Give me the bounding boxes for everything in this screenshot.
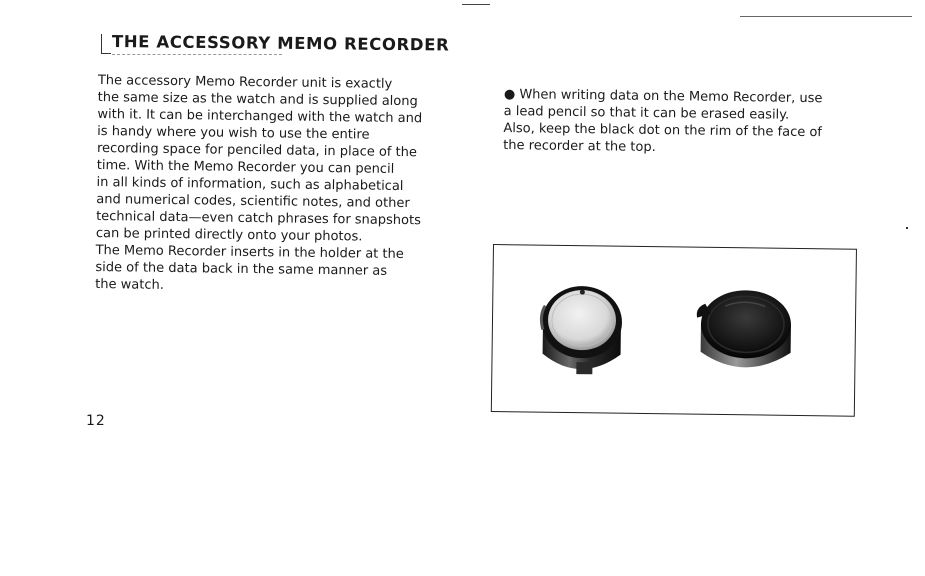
recorder-face-up — [541, 286, 623, 375]
left-column-text — [95, 72, 458, 298]
title-dashed-underline — [112, 54, 282, 55]
text-line: technical data—even catch phrases for snapshots — [96, 208, 422, 229]
top-scan-line-short — [462, 4, 490, 5]
page-number: 12 — [86, 413, 106, 429]
text-line: a lead pencil so that it can be erased easily. — [503, 103, 790, 123]
top-scan-line-long — [740, 16, 912, 17]
bullet-line: ● When writing data on the Memo Recorder, use — [503, 86, 823, 107]
text-line: with it. It can be interchanged with the watch and — [97, 106, 423, 127]
memo-recorder-illustration — [492, 245, 856, 416]
text-line: The Memo Recorder inserts in the holder at the — [95, 242, 404, 263]
text-line: can be printed directly onto your photos. — [95, 225, 363, 245]
text-line: recording space for penciled data, in place of the — [96, 140, 417, 161]
text-line: is handy where you wish to use the entire — [97, 123, 370, 143]
section-corner-mark — [101, 34, 102, 54]
text-line: side of the data back in the same manner as — [95, 259, 388, 279]
text-line: the recorder at the top. — [503, 137, 656, 155]
text-line: in all kinds of information, such as alphabetical — [96, 174, 404, 195]
memo-recorder-photo — [491, 244, 857, 417]
text-line: The accessory Memo Recorder unit is exactly — [97, 72, 393, 92]
text-line: the watch. — [95, 276, 164, 293]
text-line: Also, keep the black dot on the rim of the face of — [503, 120, 823, 141]
text-line: and numerical codes, scientific notes, and other — [96, 191, 410, 212]
text-line: time. With the Memo Recorder you can pencil — [96, 157, 395, 177]
scan-speck — [906, 227, 908, 229]
section-title: THE ACCESSORY MEMO RECORDER — [111, 32, 450, 55]
section-corner-mark-base — [101, 53, 111, 54]
right-column-text — [503, 86, 864, 159]
recorder-back — [696, 290, 791, 368]
text-line: the same size as the watch and is supplied along — [97, 89, 418, 110]
